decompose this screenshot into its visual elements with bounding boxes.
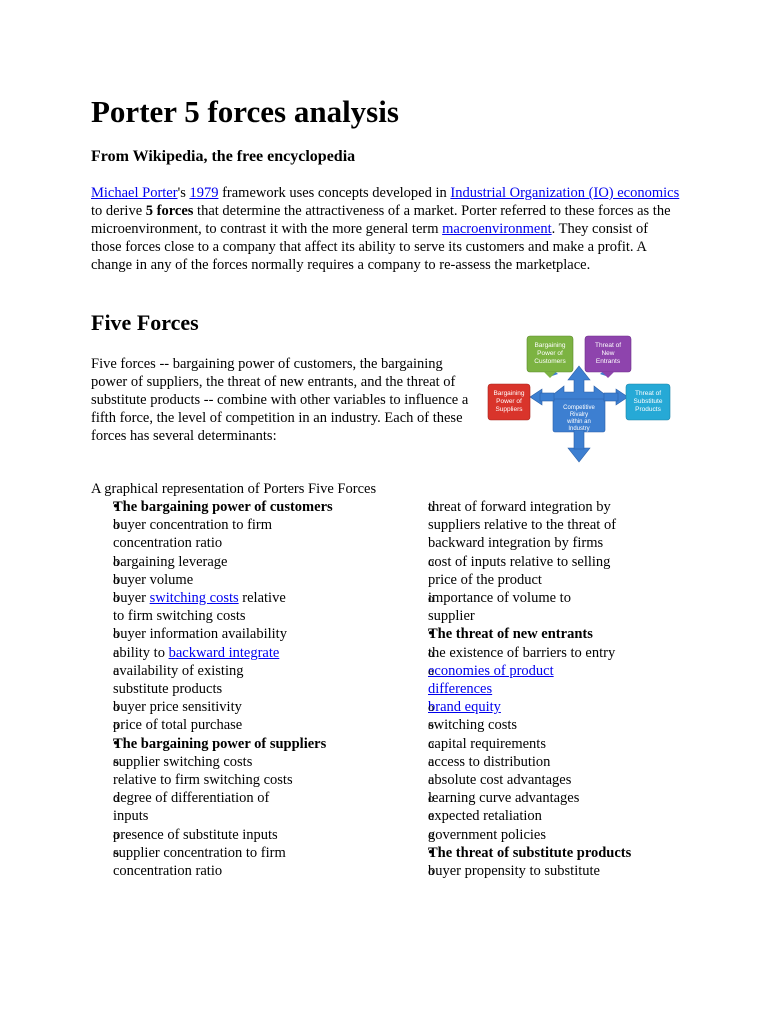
list-item: o buyer price sensitivity	[113, 698, 298, 716]
force-heading-substitutes: • The threat of substitute products	[428, 844, 688, 862]
list-item: o degree of differentiation of inputs	[113, 789, 298, 825]
box-substitutes-line1: Threat of	[634, 390, 662, 397]
list-item-text: buyer	[113, 590, 150, 607]
center-line4: Industry	[568, 426, 590, 432]
list-item: o supplier switching costs relative to firm switching costs	[113, 753, 298, 789]
list-item-backward-integrate	[113, 644, 298, 662]
list-item: o buyer concentration to firm concentration ratio	[113, 516, 298, 552]
diagram-caption: A graphical representation of Porters Five Forces	[91, 481, 377, 497]
force-heading-customers: • The bargaining power of customers	[113, 498, 373, 516]
list-item: o access to distribution	[428, 753, 618, 771]
list-item: o the existence of barriers to entry	[428, 644, 618, 662]
list-item-text: ability to	[113, 644, 169, 661]
list-item-text: relative to firm switching costs	[113, 590, 286, 625]
box-customers-line1: Bargaining	[534, 342, 566, 349]
link-economies-of-product-differences[interactable]: economies of product differences	[428, 662, 554, 698]
box-bargaining-power-suppliers	[488, 384, 530, 420]
intro-text-1: framework uses concepts developed in	[218, 185, 451, 201]
list-item: o buyer information availability	[113, 625, 298, 643]
center-line3: within an	[567, 419, 591, 425]
box-suppliers-line1: Bargaining	[493, 390, 525, 397]
intro-text-3: that determine the attractiveness of a market. Porter referred to these forces as the microenvironment, to contrast it with the more general term	[91, 203, 671, 237]
force-heading-entrants: • The threat of new entrants	[428, 625, 688, 643]
box-entrants-line3: Entrants	[595, 358, 621, 365]
link-backward-integrate[interactable]: backward integrate	[168, 644, 280, 661]
center-line1: Competitive	[563, 405, 595, 411]
list-item: o price of total purchase	[113, 716, 298, 734]
intro-bold-forces: 5 forces	[145, 203, 194, 219]
list-item: o absolute cost advantages	[428, 771, 618, 789]
box-suppliers-line3: Suppliers	[495, 406, 523, 413]
list-item-economies	[428, 662, 618, 698]
list-item: o expected retaliation	[428, 807, 618, 825]
list-item: o switching costs	[428, 716, 618, 734]
box-threat-substitute-products	[626, 384, 670, 420]
intro-text-possessive: 's	[177, 185, 190, 201]
list-item: o cost of inputs relative to selling price of the product	[428, 553, 618, 589]
five-forces-diagram	[486, 334, 672, 464]
list-item: o capital requirements	[428, 735, 618, 753]
list-item: o importance of volume to supplier	[428, 589, 618, 625]
link-industrial-organization[interactable]: Industrial Organization (IO) economics	[450, 185, 680, 201]
box-entrants-line2: New	[601, 350, 615, 357]
intro-text-2: to derive	[91, 203, 146, 219]
list-item: o supplier concentration to firm concentration ratio	[113, 844, 298, 880]
box-threat-new-entrants	[585, 336, 631, 378]
list-item-brand-equity	[428, 698, 618, 716]
five-forces-paragraph: Five forces -- bargaining power of customers, the bargaining power of suppliers, the threat of new entrants, and the threat of substitute products -- combine with other variables to influence a fifth force, the level of competition in an industry. Each of these forces has several determinants:	[91, 356, 469, 444]
box-bargaining-power-customers	[527, 336, 573, 378]
list-item: o government policies	[428, 826, 618, 844]
box-substitutes-line3: Products	[635, 406, 661, 413]
list-item: o buyer propensity to substitute	[428, 862, 618, 880]
link-michael-porter[interactable]: Michael Porter	[91, 185, 178, 201]
intro-text-4: . They consist of those forces close to a company that affect its ability to serve its customers and make a profit. A change in any of the forces normally requires a company to re-assess the marketplace.	[91, 221, 649, 273]
page-title: Porter 5 forces analysis	[91, 94, 399, 129]
list-item-switching-costs	[113, 589, 298, 625]
page-subtitle: From Wikipedia, the free encyclopedia	[91, 148, 356, 165]
center-line2: Rivalry	[569, 412, 589, 418]
link-switching-costs[interactable]: switching costs	[149, 590, 239, 607]
box-suppliers-line2: Power of	[496, 398, 522, 405]
box-substitutes-line2: Substitute	[633, 398, 663, 405]
forces-list-column-1	[113, 498, 373, 880]
list-item: o threat of forward integration by suppliers relative to the threat of backward integration by firms	[428, 498, 618, 553]
link-1979[interactable]: 1979	[189, 185, 219, 201]
list-item: o learning curve advantages	[428, 789, 618, 807]
intro-paragraph	[91, 184, 681, 274]
forces-list-column-2	[428, 498, 688, 880]
link-brand-equity[interactable]: brand equity	[428, 699, 501, 716]
list-item: o presence of substitute inputs	[113, 826, 298, 844]
list-item: o buyer volume	[113, 571, 298, 589]
link-macroenvironment[interactable]: macroenvironment	[442, 221, 552, 237]
list-item: o availability of existing substitute products	[113, 662, 298, 698]
list-item: o bargaining leverage	[113, 553, 298, 571]
box-customers-line2: Power of	[537, 350, 563, 357]
box-customers-line3: Customers	[534, 358, 566, 365]
force-heading-suppliers: • The bargaining power of suppliers	[113, 735, 373, 753]
section-title-five-forces: Five Forces	[91, 310, 199, 335]
box-entrants-line1: Threat of	[594, 342, 622, 349]
